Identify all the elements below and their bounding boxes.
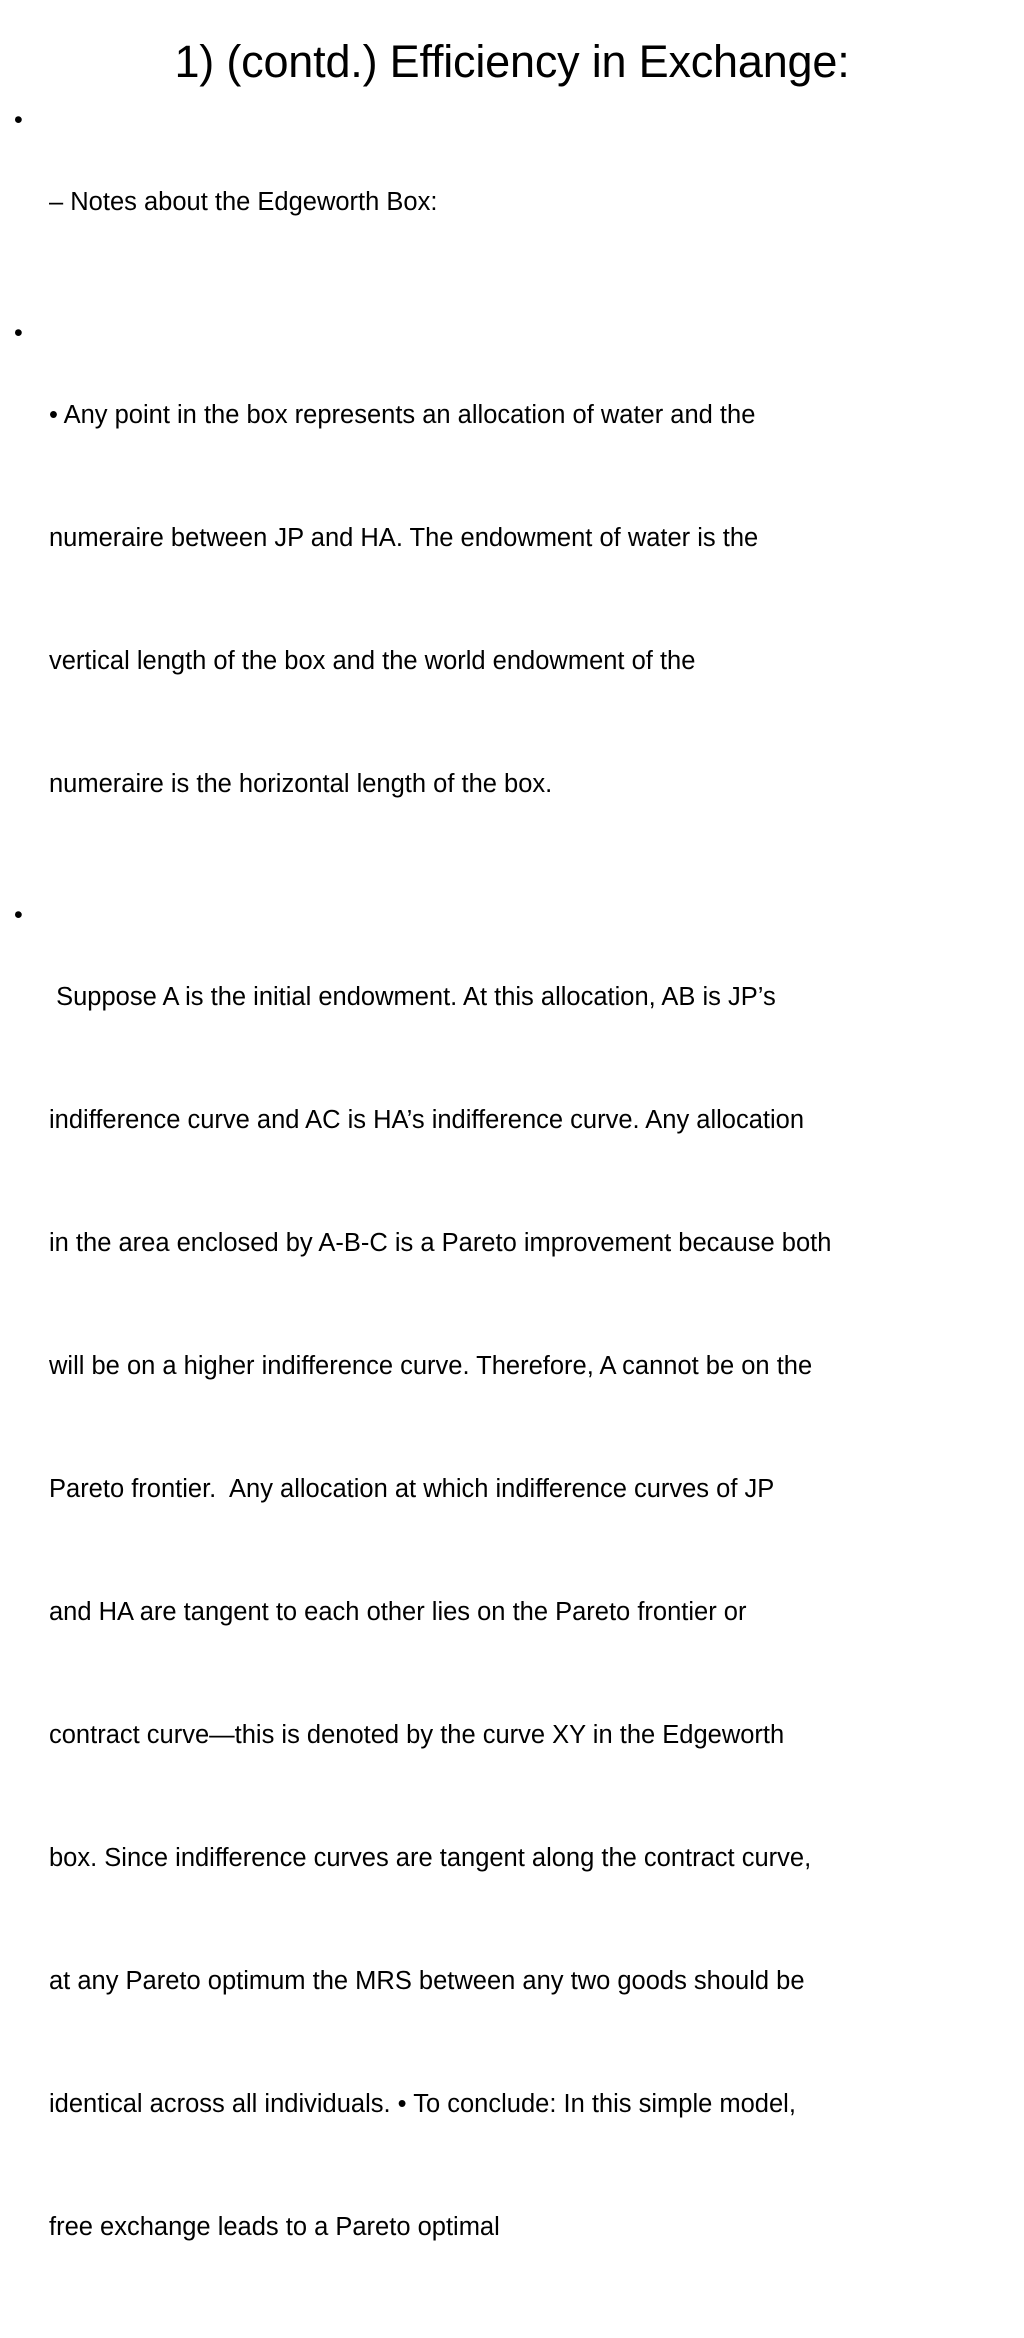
slide-title: 1) (contd.) Efficiency in Exchange: [174,36,850,87]
text-line: and HA are tangent to each other lies on the Pareto frontier or [49,1598,747,1626]
text-line: numeraire between JP and HA. The endowment of water is the [49,524,759,552]
bullet-list [14,100,1014,2338]
bullet-text-1 [49,100,1014,305]
text-line: • Any point in the box represents an allocation of water and the [49,401,756,429]
bullet-marker: • [14,106,23,134]
text-line: Pareto frontier. Any allocation at which indifference curves of JP [49,1475,775,1503]
bullet-item-3 [14,895,1014,2330]
text-line: box. Since indifference curves are tangent along the contract curve, [49,1844,812,1872]
bullet-text-3 [49,895,1014,2330]
text-line: Suppose A is the initial endowment. At this allocation, AB is JP’s [49,983,776,1011]
text-line: – Notes about the Edgeworth Box: [49,188,438,216]
text-line: free exchange leads to a Pareto optimal [49,2213,500,2241]
bullet-marker: • [14,319,23,347]
text-line: will be on a higher indifference curve. Therefore, A cannot be on the [49,1352,813,1380]
bullet-item-1 [14,100,1014,305]
text-line: vertical length of the box and the world endowment of the [49,647,696,675]
text-line: contract curve—this is denoted by the curve XY in the Edgeworth [49,1721,785,1749]
text-line: identical across all individuals. • To conclude: In this simple model, [49,2090,796,2118]
text-line: at any Pareto optimum the MRS between any two goods should be [49,1967,805,1995]
bullet-text-2 [49,313,1014,887]
bullet-item-2 [14,313,1014,887]
text-line: in the area enclosed by A-B-C is a Pareto improvement because both [49,1229,832,1257]
text-line: indifference curve and AC is HA’s indifference curve. Any allocation [49,1106,805,1134]
bullet-marker: • [14,901,23,929]
text-line: numeraire is the horizontal length of the box. [49,770,553,798]
